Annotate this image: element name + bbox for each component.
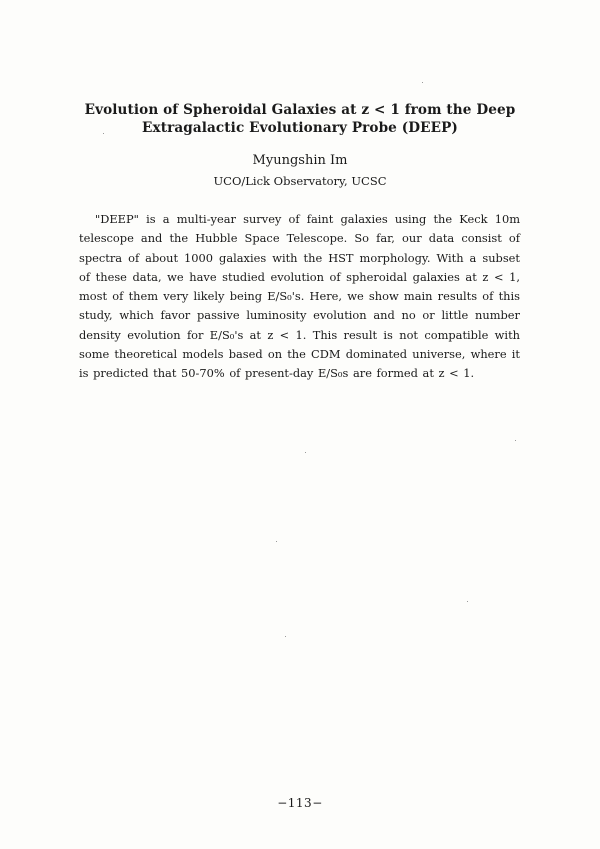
author-affiliation: UCO/Lick Observatory, UCSC — [213, 174, 387, 188]
page-number: −113− — [277, 796, 323, 810]
scan-speck — [515, 440, 516, 441]
title-line-1: Evolution of Spheroidal Galaxies at z < 1 from the Deep — [84, 102, 516, 118]
author-name: Myungshin Im — [252, 153, 348, 168]
scan-speck — [305, 452, 306, 453]
scan-speck — [467, 601, 468, 602]
paper-title — [60, 101, 540, 137]
scan-speck — [285, 636, 286, 637]
abstract-paragraph: "DEEP" is a multi-year survey of faint galaxies using the Keck 10m telescope and the Hubble Space Telescope. So far, our data consist of spectra of about 1000 galaxies with the HST morphology. With a subset of these data, we have studied evolution of spheroidal galaxies at z < 1, most of them very likely being E/S₀'s. Here, we show main results of this study, which favor passive luminosity evolution and no or little number density evolution for E/S₀'s at z < 1. This result is not compatible with some theoretical models based on the CDM dominated universe, where it is predicted that 50-70% of present-day E/S₀s are formed at z < 1. — [79, 212, 520, 381]
scan-speck — [422, 82, 423, 83]
title-line-2: Extragalactic Evolutionary Probe (DEEP) — [142, 120, 458, 136]
scan-speck — [103, 133, 104, 134]
scan-speck — [276, 541, 277, 542]
